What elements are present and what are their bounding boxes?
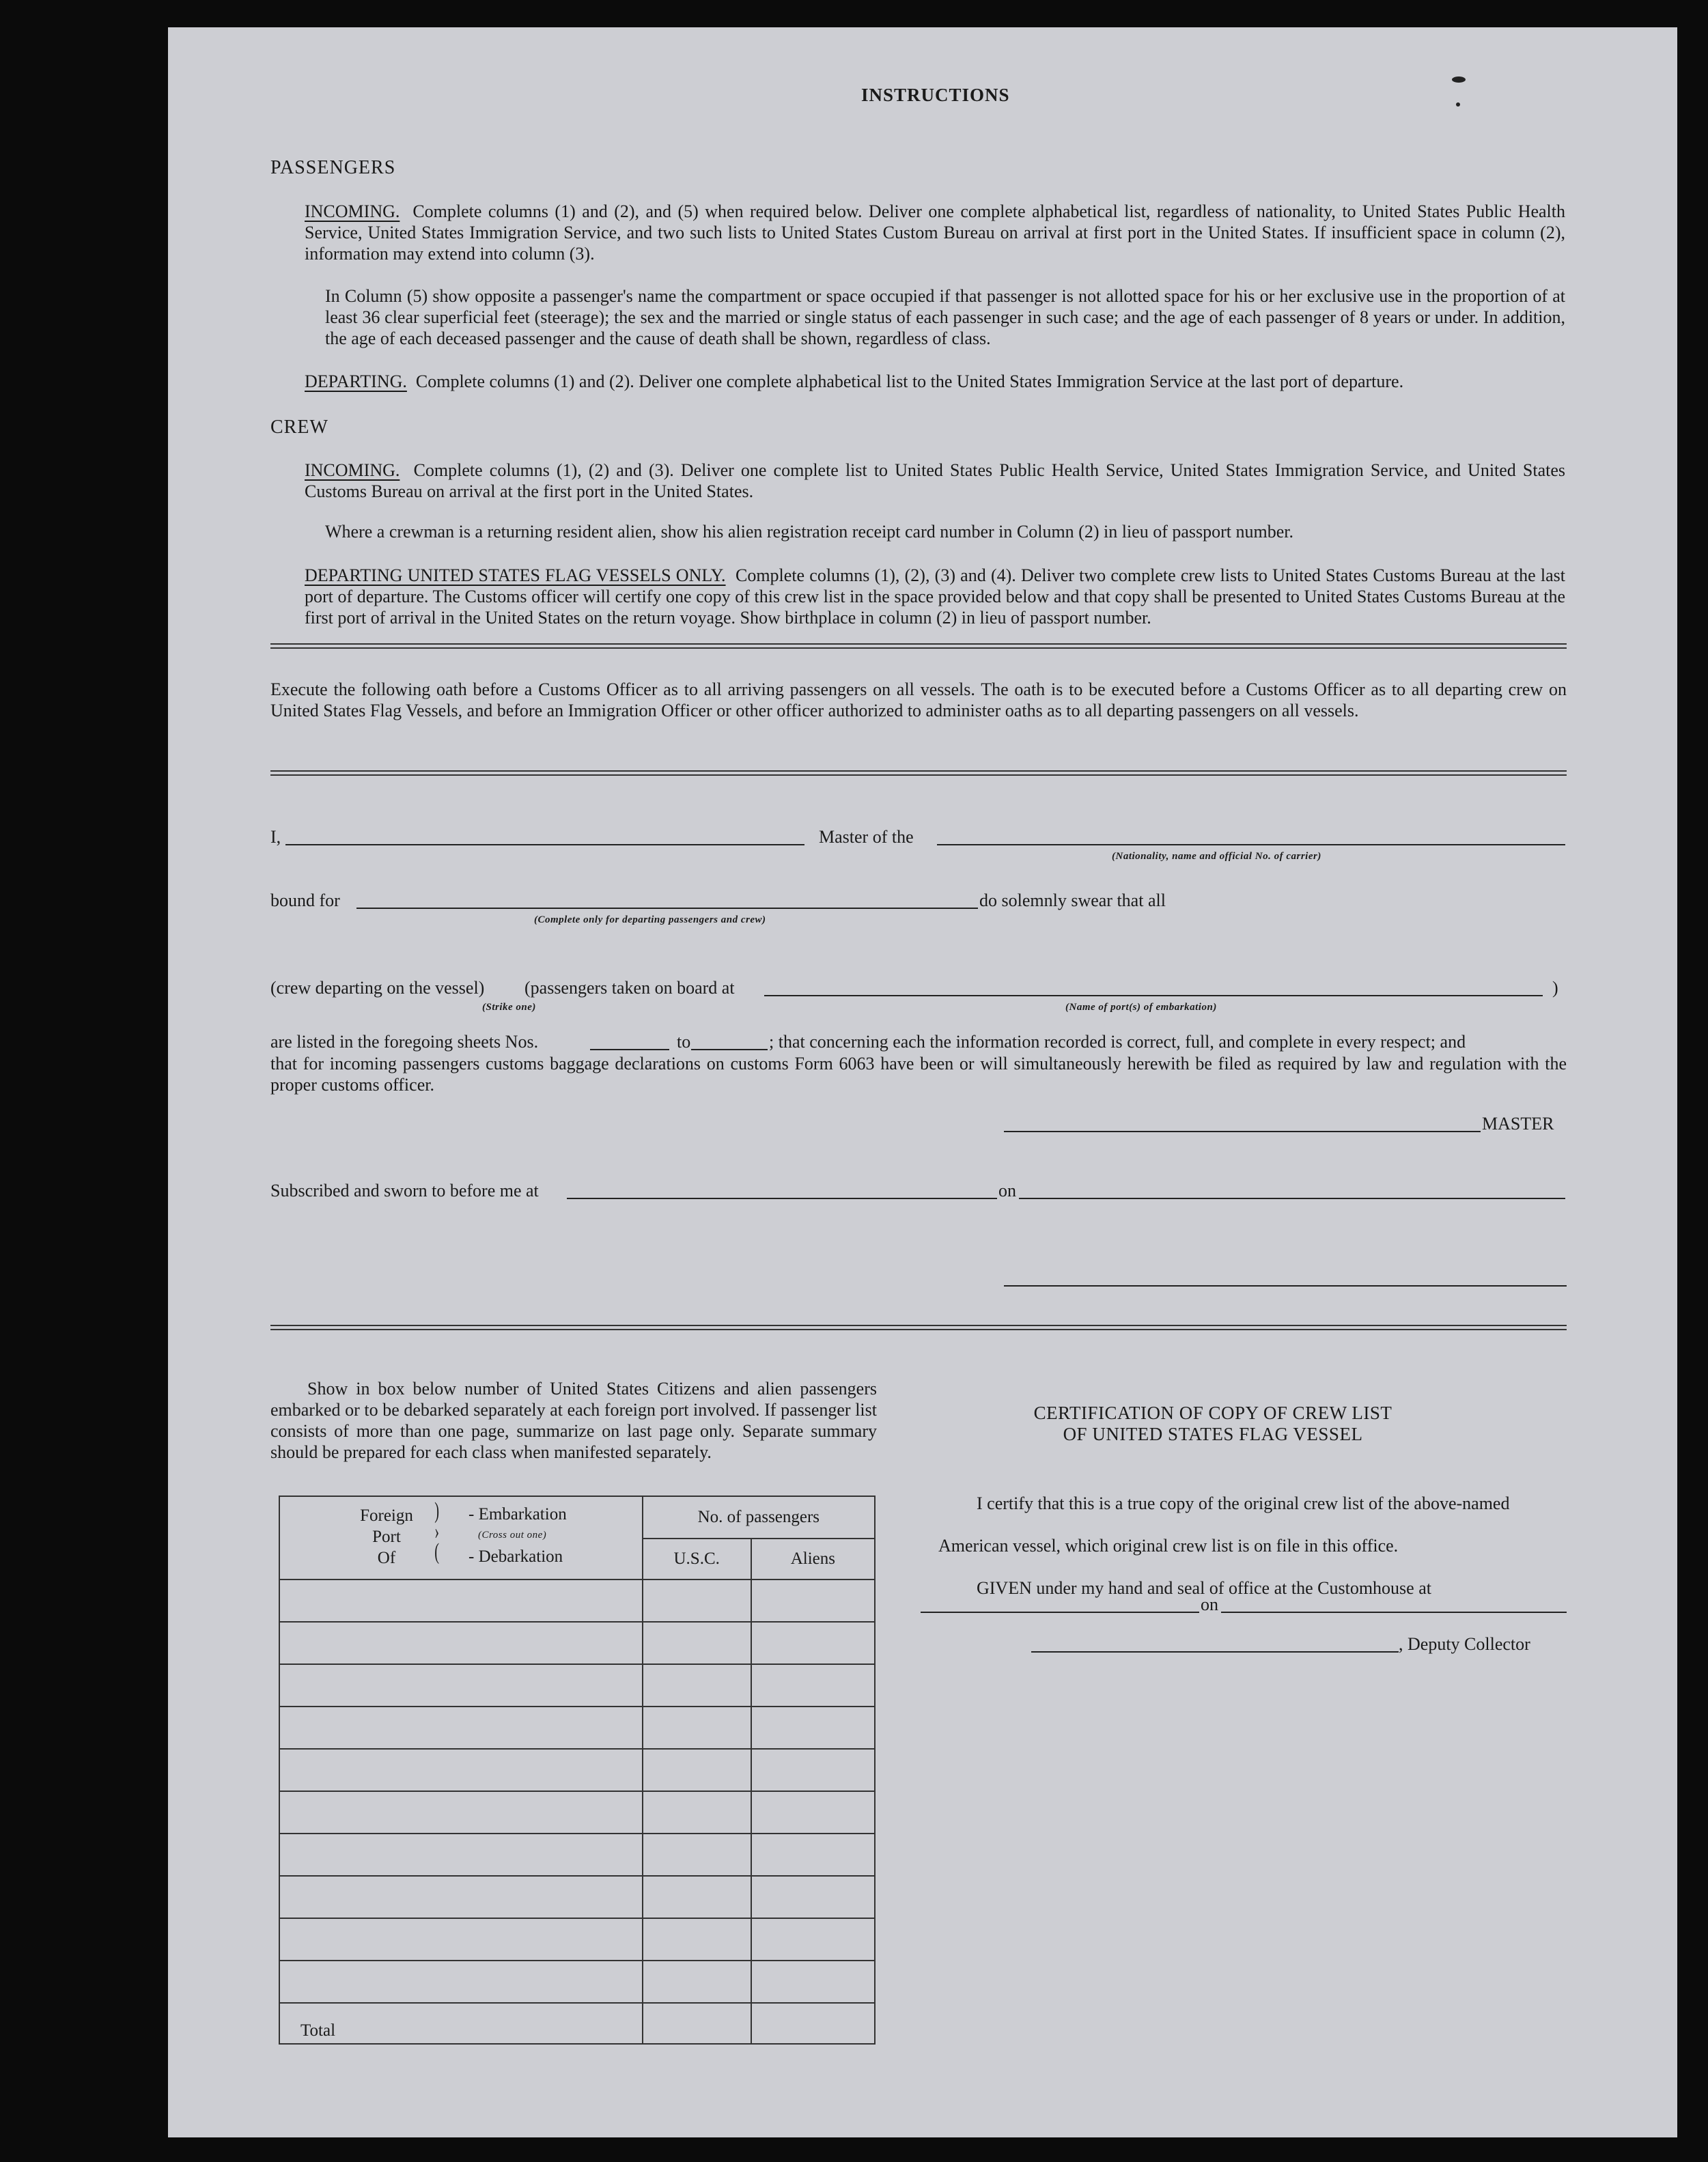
scan-mark <box>1456 102 1460 107</box>
crew-heading: CREW <box>270 417 328 438</box>
total-row <box>279 2003 875 2044</box>
aliens-cell[interactable] <box>751 1622 875 1664</box>
passengers-taken-option[interactable]: (passengers taken on board at <box>524 978 735 998</box>
close-paren: ) <box>1552 978 1558 998</box>
master-label: MASTER <box>1482 1114 1554 1134</box>
usc-total-cell[interactable] <box>643 2003 751 2044</box>
officer-signature-field[interactable] <box>1004 1285 1567 1287</box>
listed-line-rest: ; that concerning each the information recorded is correct, full, and complete in every respect; and <box>769 1032 1466 1052</box>
subscribed-label: Subscribed and sworn to before me at <box>270 1181 539 1201</box>
section-divider <box>270 770 1567 776</box>
bound-for-label: bound for <box>270 890 340 910</box>
strike-one-note: (Strike one) <box>482 1002 536 1013</box>
brace-icon: ) › ( <box>434 1498 440 1564</box>
table-row <box>279 1580 875 1622</box>
to-label: to <box>677 1032 691 1052</box>
table-row <box>279 1918 875 1961</box>
section-divider <box>270 643 1567 649</box>
aliens-cell[interactable] <box>751 1791 875 1834</box>
deputy-signature-field[interactable] <box>1031 1651 1399 1653</box>
passengers-heading: PASSENGERS <box>270 157 396 178</box>
master-of-the-label: Master of the <box>819 827 914 847</box>
aliens-cell[interactable] <box>751 1961 875 2003</box>
aliens-cell[interactable] <box>751 1580 875 1622</box>
aliens-cell[interactable] <box>751 1707 875 1749</box>
passengers-column5-instruction: In Column (5) show opposite a passenger's name the compartment or space occupied if that passenger is not allotted space for his or her exclusive use in the proportion of at least 36 clear superficial feet (steerage); the sex and the married or single status of each passenger in such case; and the age of each passenger of 8 years or under. In addition, the age of each deceased passenger and the cause of death shall be shown, regardless of class. <box>325 286 1565 348</box>
certification-title-line2: OF UNITED STATES FLAG VESSEL <box>1063 1424 1363 1444</box>
embarkation-label[interactable]: - Embarkation <box>468 1505 567 1524</box>
sworn-place-field[interactable] <box>567 1198 997 1199</box>
foreign-port-header <box>279 1496 643 1580</box>
passengers-incoming-label: INCOMING. <box>305 201 400 221</box>
usc-cell[interactable] <box>643 1749 751 1791</box>
total-label: Total <box>279 2003 643 2044</box>
swear-text: do solemnly swear that all <box>979 890 1166 910</box>
oath-instruction: Execute the following oath before a Customs Officer as to all arriving passengers on all vessels. The oath is to be executed before a Customs Officer as to all departing crew on United States Flag Vessels, and before an Immigration Officer or other officer authorized to administer oaths as to all departing passengers on all vessels. <box>270 679 1567 720</box>
passengers-header: No. of passengers <box>643 1496 875 1539</box>
usc-cell[interactable] <box>643 1707 751 1749</box>
table-row <box>279 1749 875 1791</box>
crew-returning-instruction: Where a crewman is a returning resident alien, show his alien registration receipt card number in Column (2) in lieu of passport number. <box>325 522 1294 542</box>
listed-line-label: are listed in the foregoing sheets Nos. <box>270 1032 539 1052</box>
usc-cell[interactable] <box>643 1918 751 1961</box>
embarkation-port-field[interactable] <box>764 995 1543 996</box>
usc-cell[interactable] <box>643 1791 751 1834</box>
table-row <box>279 1834 875 1876</box>
oath-i-label: I, <box>270 827 281 847</box>
port-cell[interactable] <box>279 1961 643 2003</box>
bound-note: (Complete only for departing passengers and crew) <box>534 914 766 925</box>
certify-line2: American vessel, which original crew list is on file in this office. <box>938 1536 1399 1556</box>
table-row <box>279 1707 875 1749</box>
port-cell[interactable] <box>279 1707 643 1749</box>
aliens-header: Aliens <box>751 1539 875 1580</box>
col-port: Port <box>372 1528 401 1546</box>
crew-incoming-instruction <box>305 460 1565 502</box>
sworn-date-field[interactable] <box>1019 1198 1565 1199</box>
cross-out-note: (Cross out one) <box>478 1530 547 1541</box>
aliens-cell[interactable] <box>751 1918 875 1961</box>
form-page <box>168 27 1677 2137</box>
usc-cell[interactable] <box>643 1622 751 1664</box>
sheet-from-field[interactable] <box>590 1049 669 1050</box>
certification-title <box>919 1403 1507 1445</box>
aliens-cell[interactable] <box>751 1834 875 1876</box>
crew-departing-label: DEPARTING UNITED STATES FLAG VESSELS ONLY. <box>305 565 726 585</box>
crew-incoming-label: INCOMING. <box>305 460 400 480</box>
aliens-total-cell[interactable] <box>751 2003 875 2044</box>
certification-title-line1: CERTIFICATION OF COPY OF CREW LIST <box>1033 1403 1392 1423</box>
aliens-cell[interactable] <box>751 1749 875 1791</box>
col-of: Of <box>377 1549 396 1567</box>
table-row <box>279 1961 875 2003</box>
given-text: GIVEN under my hand and seal of office at the Customhouse at <box>977 1578 1431 1598</box>
port-cell[interactable] <box>279 1918 643 1961</box>
certification-date-field[interactable] <box>1221 1612 1567 1613</box>
crew-incoming-text: Complete columns (1), (2) and (3). Deliver one complete list to United States Public Health Service, United States Immigration Service, and United States Customs Bureau on arrival at the first port in the United States. <box>305 460 1566 501</box>
aliens-cell[interactable] <box>751 1664 875 1707</box>
page-title: INSTRUCTIONS <box>861 85 1010 105</box>
passenger-summary-table <box>279 1496 876 2045</box>
table-row <box>279 1876 875 1918</box>
certification-on-label: on <box>1201 1595 1218 1614</box>
nationality-note: (Nationality, name and official No. of carrier) <box>1112 851 1321 862</box>
summary-instruction: Show in box below number of United States Citizens and alien passengers embarked or to be debarked separately at each foreign port involved. If passenger list consists of more than one page, summarize on last page only. Separate summary should be prepared for each class when manifested separately. <box>270 1379 877 1462</box>
usc-cell[interactable] <box>643 1664 751 1707</box>
col-foreign: Foreign <box>360 1506 413 1525</box>
crew-departing-option[interactable]: (crew departing on the vessel) <box>270 978 485 998</box>
sheet-to-field[interactable] <box>691 1049 768 1050</box>
certify-line1: I certify that this is a true copy of the original crew list of the above-named <box>977 1493 1510 1513</box>
aliens-cell[interactable] <box>751 1876 875 1918</box>
deputy-collector-label: , Deputy Collector <box>1399 1634 1530 1654</box>
port-cell[interactable] <box>279 1876 643 1918</box>
carrier-field[interactable] <box>937 844 1565 845</box>
bound-for-field[interactable] <box>356 908 978 909</box>
usc-cell[interactable] <box>643 1876 751 1918</box>
passengers-incoming-text: Complete columns (1) and (2), and (5) when required below. Deliver one complete alphabetical list, regardless of nationality, to United States Public Health Service, United States Immigration Service, and two such lists to United States Custom Bureau on arrival at first port in the United States. If insufficient space in column (2), information may extend into column (3). <box>305 201 1565 264</box>
passengers-departing-label: DEPARTING. <box>305 371 407 391</box>
passengers-departing-text: Complete columns (1) and (2). Deliver one complete alphabetical list to the United States Immigration Service at the last port of departure. <box>415 371 1404 391</box>
port-note: (Name of port(s) of embarkation) <box>1065 1002 1217 1013</box>
usc-cell[interactable] <box>643 1834 751 1876</box>
usc-cell[interactable] <box>643 1580 751 1622</box>
port-cell[interactable] <box>279 1622 643 1664</box>
customhouse-field[interactable] <box>921 1612 1199 1613</box>
scan-mark <box>1452 76 1466 83</box>
table-row <box>279 1664 875 1707</box>
section-divider <box>270 1325 1567 1330</box>
usc-header: U.S.C. <box>643 1539 751 1580</box>
port-cell[interactable] <box>279 1664 643 1707</box>
debarkation-label[interactable]: - Debarkation <box>468 1547 563 1566</box>
port-cell[interactable] <box>279 1834 643 1876</box>
port-cell[interactable] <box>279 1791 643 1834</box>
listed-line-continuation: that for incoming passengers customs baggage declarations on customs Form 6063 have been or will simultaneously herewith be filed as required by law and regulation with the proper customs officer. <box>270 1054 1567 1095</box>
crew-departing-text: Complete columns (1), (2), (3) and (4). Deliver two complete crew lists to United States Customs Bureau at the last port of departure. The Customs officer will certify one copy of this crew list in the space provided below and that copy shall be presented to United States Customs Bureau at the first port of arrival in the United States on the return voyage. Show birthplace in column (2) in lieu of passport number. <box>305 565 1566 628</box>
master-signature-field[interactable] <box>1004 1131 1481 1132</box>
usc-cell[interactable] <box>643 1961 751 2003</box>
crew-departing-instruction <box>305 565 1565 628</box>
table-row <box>279 1791 875 1834</box>
table-row <box>279 1622 875 1664</box>
master-name-field[interactable] <box>285 844 804 845</box>
port-cell[interactable] <box>279 1749 643 1791</box>
passengers-incoming-instruction <box>305 201 1565 264</box>
sworn-on-label: on <box>998 1181 1016 1201</box>
passengers-departing-instruction <box>305 371 1565 392</box>
port-cell[interactable] <box>279 1580 643 1622</box>
